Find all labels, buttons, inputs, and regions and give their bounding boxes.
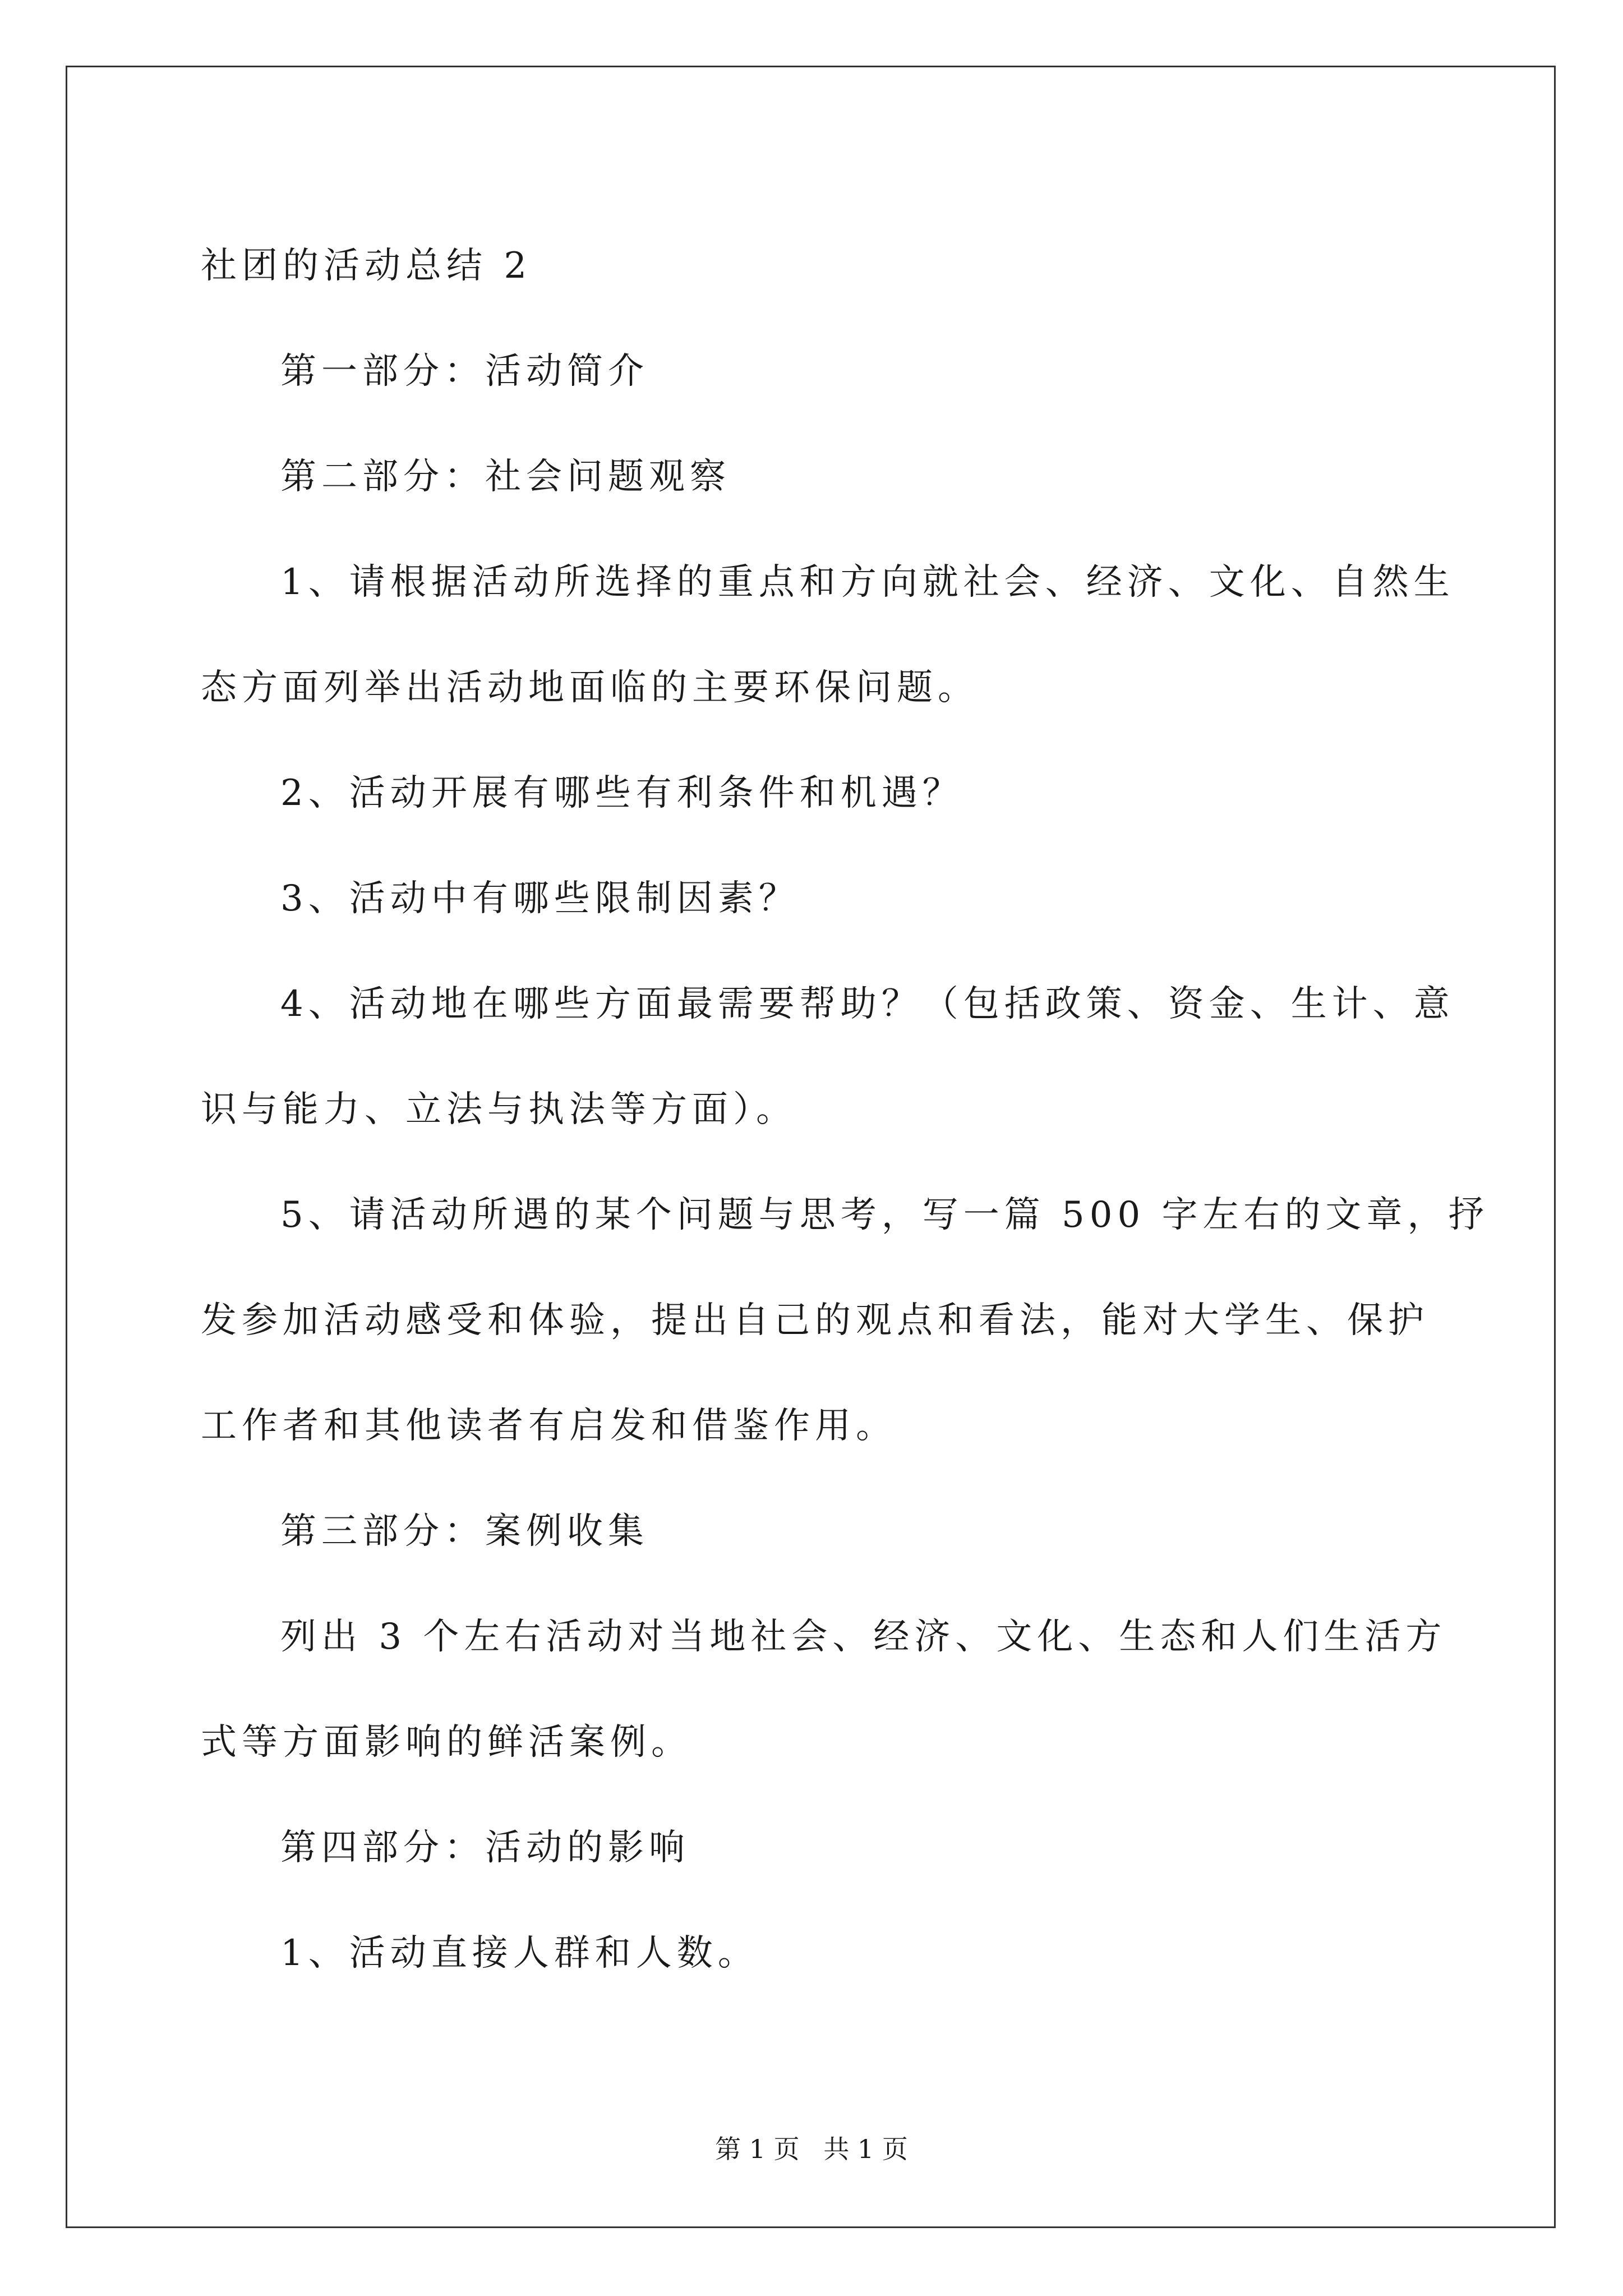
- section-heading-3: 第三部分：案例收集: [280, 1511, 649, 1552]
- section-heading-2: 第二部分：社会问题观察: [280, 456, 731, 498]
- paragraph-cases-line-1: 列出 3 个左右活动对当地社会、经济、文化、生态和人们生活方: [280, 1616, 1447, 1658]
- paragraph-item-3: 3、活动中有哪些限制因素？: [280, 878, 800, 919]
- document-title: 社团的活动总结 2: [201, 245, 532, 287]
- section-heading-4: 第四部分：活动的影响: [280, 1827, 690, 1869]
- paragraph-item-1-line-2: 态方面列举出活动地面临的主要环保问题。: [201, 667, 979, 708]
- paragraph-item-5-line-3: 工作者和其他读者有启发和借鉴作用。: [201, 1405, 897, 1447]
- paragraph-item-1-line-1: 1、请根据活动所选择的重点和方向就社会、经济、文化、自然生: [280, 562, 1455, 603]
- document-body: [201, 213, 1490, 2006]
- page-total: 共 1 页: [823, 2134, 908, 2164]
- paragraph-item-5-line-2: 发参加活动感受和体验，提出自己的观点和看法，能对大学生、保护: [201, 1300, 1429, 1341]
- paragraph-item-5-line-1: 5、请活动所遇的某个问题与思考，写一篇 500 字左右的文章，抒: [280, 1194, 1490, 1236]
- paragraph-item-4-line-1: 4、活动地在哪些方面最需要帮助？（包括政策、资金、生计、意: [280, 983, 1455, 1025]
- paragraph-item-4-line-2: 识与能力、立法与执法等方面）。: [201, 1089, 797, 1130]
- paragraph-impact-item-1: 1、活动直接人群和人数。: [280, 1932, 759, 1974]
- paragraph-item-2: 2、活动开展有哪些有利条件和机遇？: [280, 772, 963, 814]
- paragraph-cases-line-2: 式等方面影响的鲜活案例。: [201, 1722, 692, 1763]
- section-heading-1: 第一部分：活动简介: [280, 351, 649, 392]
- page-number: 第 1 页: [715, 2134, 800, 2164]
- page-footer: [0, 2129, 1623, 2166]
